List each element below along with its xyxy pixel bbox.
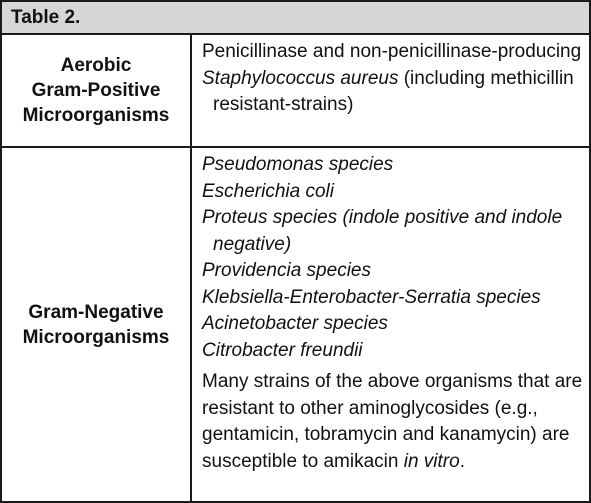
label-line: Microorganisms [22,105,170,126]
note-end: . [459,450,465,472]
label-line: Aerobic [60,55,132,76]
row-label-gram-positive [2,35,192,146]
note-text: Many strains of the above organisms that are resistant to other aminoglycosides (e.g., gentamicin, tobramycin and kanamycin) are susceptible to amikacin [202,371,583,472]
label-line: Gram-Positive [31,80,161,101]
organism-entry [202,39,585,66]
table-row-gram-positive [2,35,589,148]
organism-entry: Acinetobacter species [202,313,388,334]
susceptibility-note [202,369,585,475]
organism-entry: Pseudomonas species [202,154,394,175]
organism-entry: Citrobacter freundii [202,339,363,361]
entry-text: Penicillinase and non-penicillinase-producing [202,41,582,62]
label-line: Microorganisms [22,326,170,348]
organism-entry: Providencia species [202,260,371,281]
organism-name: Staphylococcus aureus [202,67,399,89]
organism-entry: Proteus species (indole positive and indole negative) [202,207,563,255]
organism-entry: Klebsiella-Enterobacter-Serratia species [202,286,541,308]
note-italic-text: in vitro [403,450,460,472]
table-row-gram-negative [2,148,589,501]
entry-text: (including methicillin resistant-strains) [213,67,574,115]
row-content-gram-negative [192,148,589,501]
label-line: Gram-Negative [28,301,164,323]
row-content-gram-positive [192,35,589,146]
table-caption: Table 2. [2,2,589,35]
organism-entry: Escherichia coli [202,180,334,202]
organism-entry [202,66,585,119]
row-label-gram-negative [2,148,192,501]
